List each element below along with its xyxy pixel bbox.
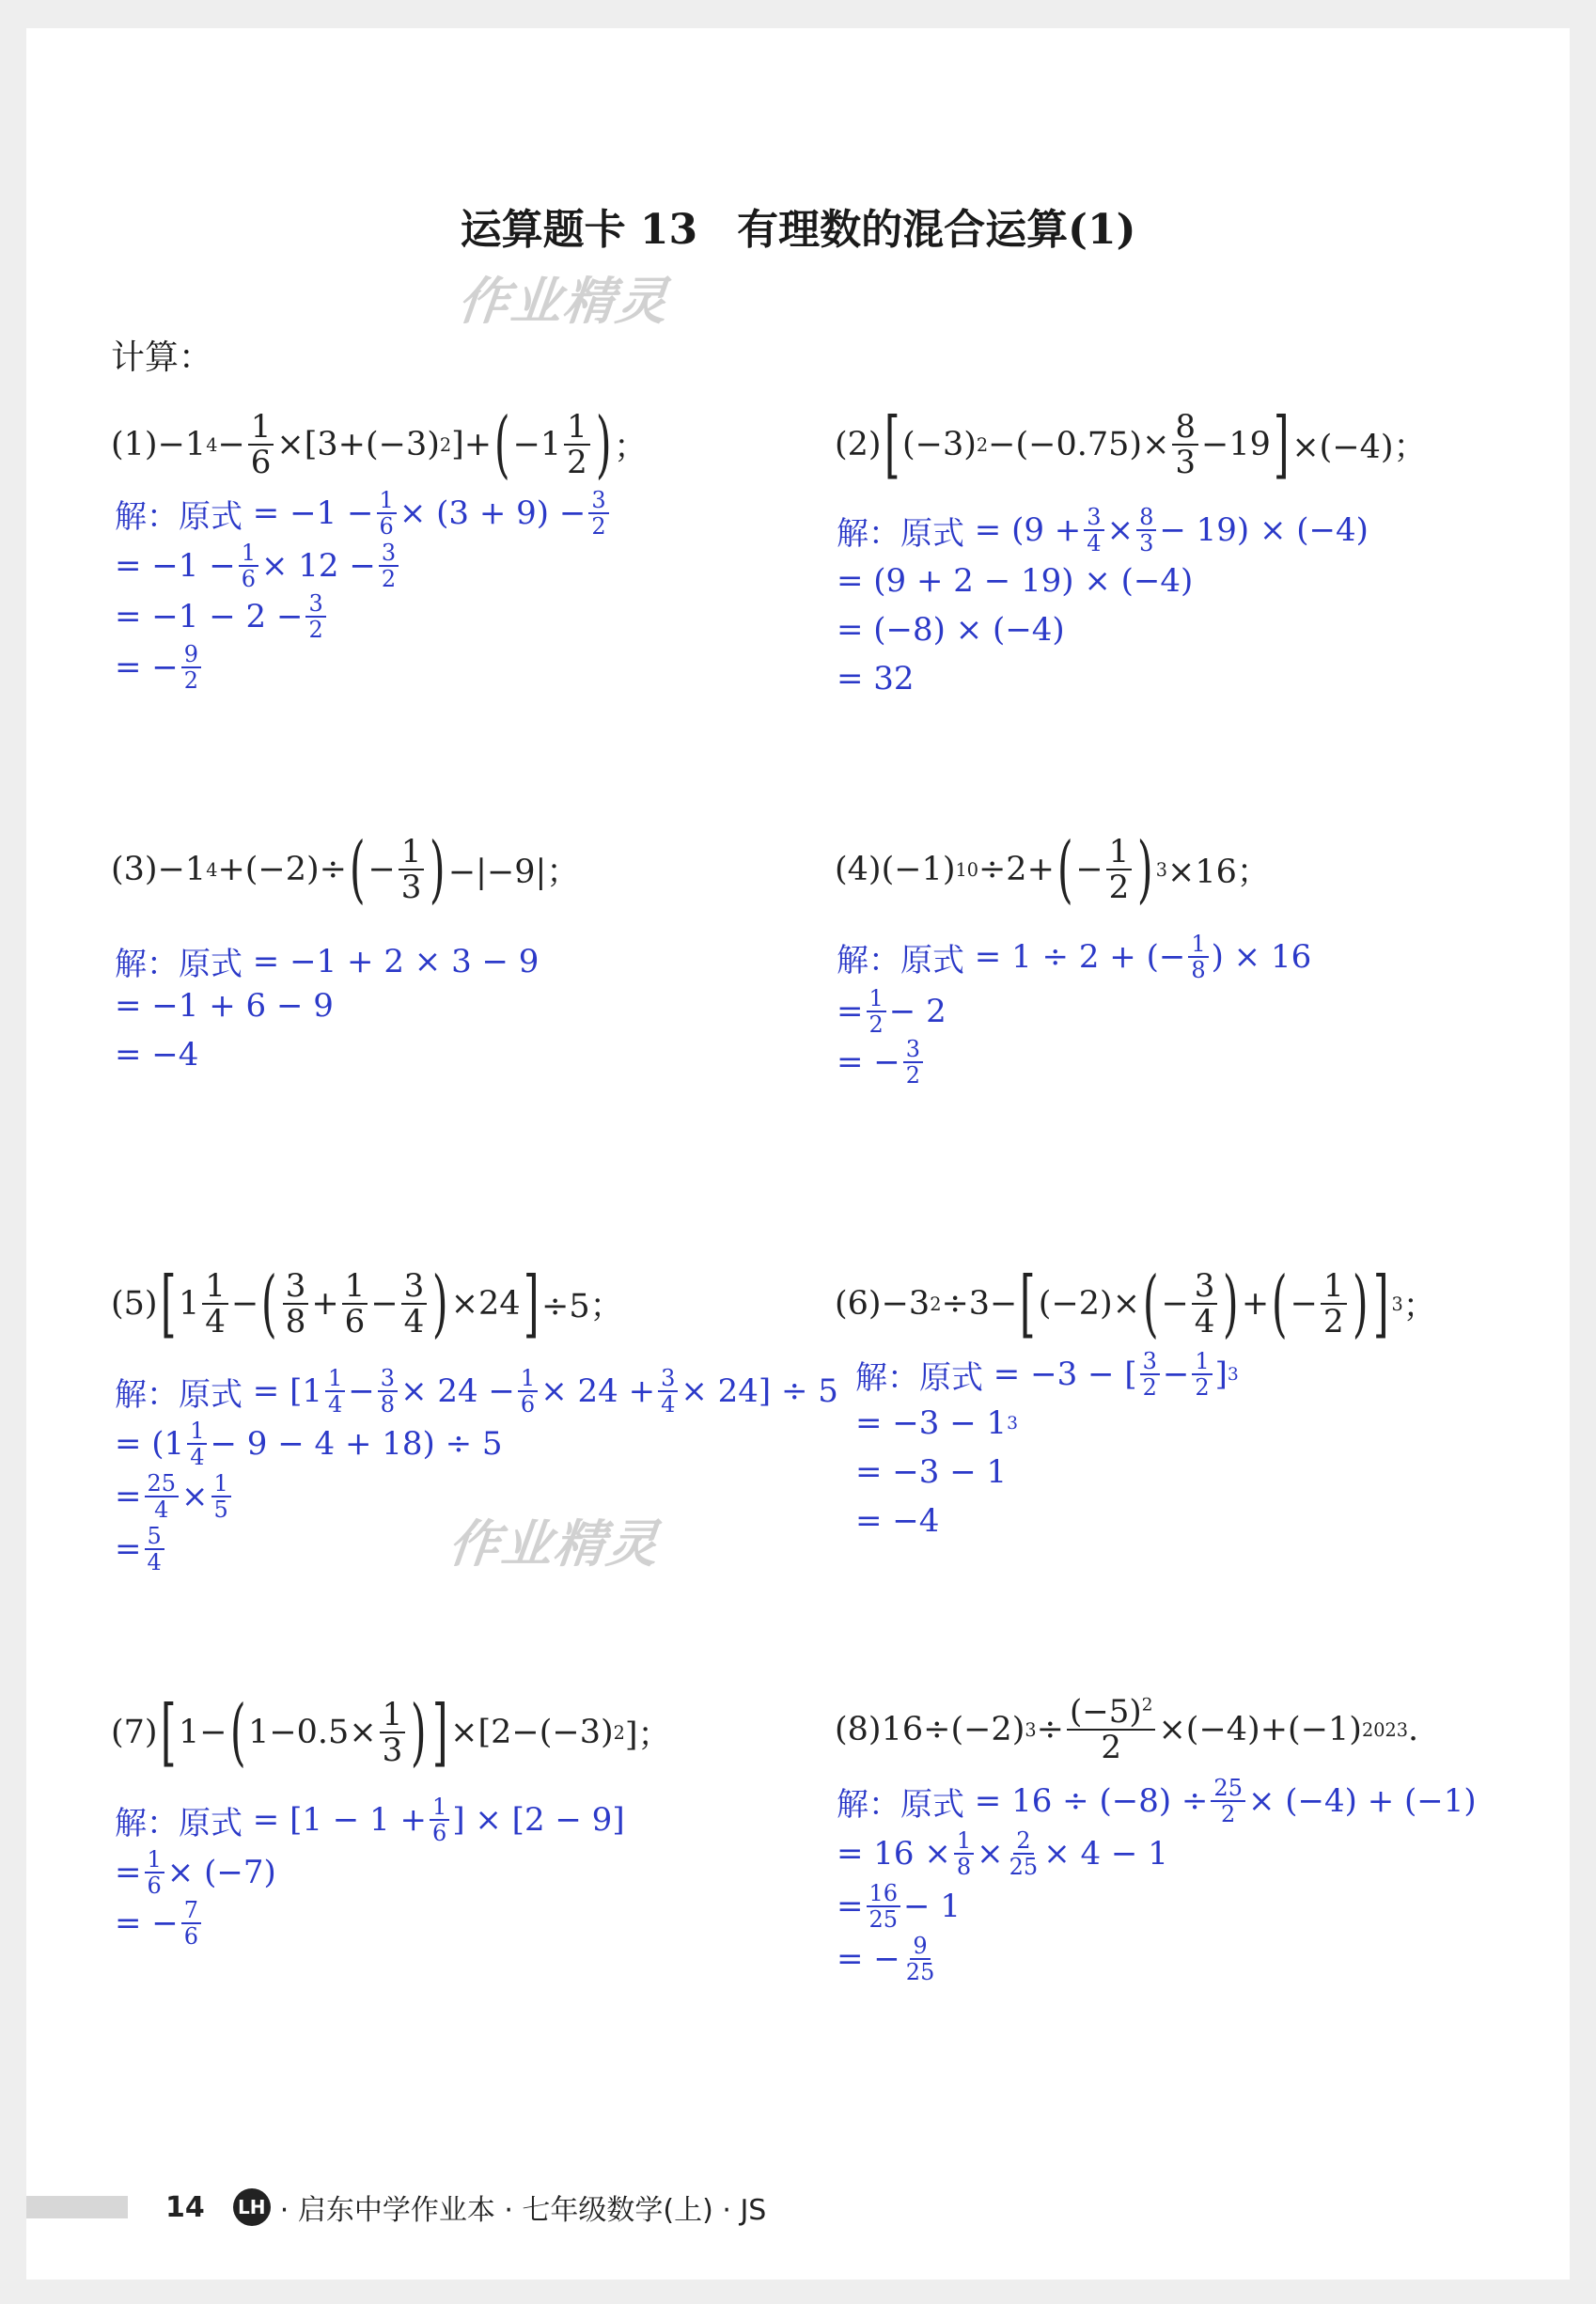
solution-3-line-2: = −1 + 6 − 9 xyxy=(115,987,334,1025)
solution-5-line-2: = (1 $\frac{1}{4}$ − 9 − 4 + 18) ÷ 5 xyxy=(115,1418,503,1470)
problem-3: (3) −1 4 +(−2)÷ ( − $\frac{1}{3}$ ) −|−9|； xyxy=(111,827,580,912)
problem-6: (6) −3 2 ÷3− [ (−2)× ( − $\frac{3}{4}$ ) + ( − $\frac{1}{2}$ ) ] 3 ； xyxy=(835,1262,1436,1346)
publisher-badge: LH xyxy=(233,2188,271,2226)
solution-1-line-4: = − $\frac{9}{2}$ xyxy=(115,643,204,692)
solution-5-line-4: = $\frac{5}{4}$ xyxy=(115,1525,167,1574)
solution-2-line-2: = (9 + 2 − 19) × (−4) xyxy=(837,562,1194,600)
problem-2: (2) [ (−3) 2 −(−0.75)× $\frac{8}{3}$ −19 ] ×(−4)； xyxy=(835,402,1427,487)
page-number: 14 xyxy=(165,2190,205,2224)
solution-3-line-3: = −4 xyxy=(115,1036,199,1074)
solution-4-line-2: = $\frac{1}{2}$ − 2 xyxy=(837,985,947,1038)
solution-1-line-2: = −1 − $\frac{1}{6}$ × 12 − $\frac{3}{2}$ xyxy=(115,541,401,590)
title-sub: 有理数的混合运算(1) xyxy=(737,206,1136,254)
solution-6-line-4: = −4 xyxy=(855,1502,940,1540)
footer xyxy=(165,2186,766,2228)
solution-8-line-4: = − $\frac{9}{25}$ xyxy=(837,1933,935,1985)
problem-5: (5) [ 1 $\frac{1}{4}$ − ( $\frac{3}{8}$ + $\frac{1}{6}$ − $\frac{3}{4}$ ) ×24 ] ÷5； xyxy=(111,1262,623,1346)
solution-5-line-3: = $\frac{25}{4}$ × $\frac{1}{5}$ xyxy=(115,1472,234,1521)
solution-2-line-1: 解：原式 = (9 + $\frac{3}{4}$ × $\frac{8}{3}$ − 19) × (−4) xyxy=(837,504,1369,556)
watermark-top: 作业精灵 xyxy=(455,272,672,331)
problem-4: (4) (−1) 10 ÷2+ ( − $\frac{1}{2}$ ) 3 ×16； xyxy=(835,827,1270,912)
title-main: 运算题卡 13 xyxy=(460,206,698,254)
solution-7-line-2: = $\frac{1}{6}$ × (−7) xyxy=(115,1846,276,1899)
book-title: · 启东中学作业本 · 七年级数学(上) · JS xyxy=(279,2194,767,2227)
solution-8-line-1: 解：原式 = 16 ÷ (−8) ÷ $\frac{25}{2}$ × (−4) + (−1) xyxy=(837,1775,1477,1827)
problem-7: (7) [ 1− ( 1−0.5× $\frac{1}{3}$ ) ] ×[2−(−3) 2 ]； xyxy=(111,1690,671,1775)
solution-1-line-3: = −1 − 2 − $\frac{3}{2}$ xyxy=(115,592,329,641)
worksheet-page xyxy=(26,28,1570,2280)
solution-7-line-1: 解：原式 = [1 − 1 + $\frac{1}{6}$ ] × [2 − 9] xyxy=(115,1794,625,1846)
solution-6-line-1: 解：原式 = −3 − [ $\frac{3}{2}$ − $\frac{1}{2}$ ] 3 xyxy=(855,1348,1239,1401)
intro-text: 计算： xyxy=(111,338,213,377)
solution-8-line-2: = 16 × $\frac{1}{8}$ × $\frac{2}{25}$ × 4 − 1 xyxy=(837,1827,1168,1880)
solution-4-line-1: 解：原式 = 1 ÷ 2 + (− $\frac{1}{8}$ ) × 16 xyxy=(837,931,1312,983)
problem-8: (8) 16÷(−2) 3 ÷ $\frac{(-5)^2}{2}$ ×(−4)+(−1) 2023 . xyxy=(835,1693,1419,1766)
solution-6-line-2: = −3 − 1 3 xyxy=(855,1404,1019,1442)
solution-7-line-3: = − $\frac{7}{6}$ xyxy=(115,1899,204,1948)
problem-1: (1) −1 4 − $\frac{1}{6}$ ×[3+(−3) 2 ]+ ( −1 $\frac{1}{2}$ ) ； xyxy=(111,402,648,487)
solution-6-line-3: = −3 − 1 xyxy=(855,1453,1008,1491)
solution-2-line-4: = 32 xyxy=(837,660,915,697)
solution-8-line-3: = $\frac{16}{25}$ − 1 xyxy=(837,1880,961,1933)
solution-3-line-1: 解：原式 = −1 + 2 × 3 − 9 xyxy=(115,942,540,983)
watermark-middle: 作业精灵 xyxy=(446,1514,663,1574)
solution-1-line-1: 解：原式 = −1 − $\frac{1}{6}$ × (3 + 9) − $\frac{3}{2}$ xyxy=(115,489,612,538)
page-title xyxy=(26,196,1570,256)
footer-gray-bar xyxy=(26,2196,128,2218)
solution-5-line-1: 解：原式 = [1 $\frac{1}{4}$ − $\frac{3}{8}$ × 24 − $\frac{1}{6}$ × 24 + $\frac{3}{4}$ × 24] ÷ 5 xyxy=(115,1365,838,1418)
solution-4-line-3: = − $\frac{3}{2}$ xyxy=(837,1038,926,1087)
solution-2-line-3: = (−8) × (−4) xyxy=(837,611,1065,649)
